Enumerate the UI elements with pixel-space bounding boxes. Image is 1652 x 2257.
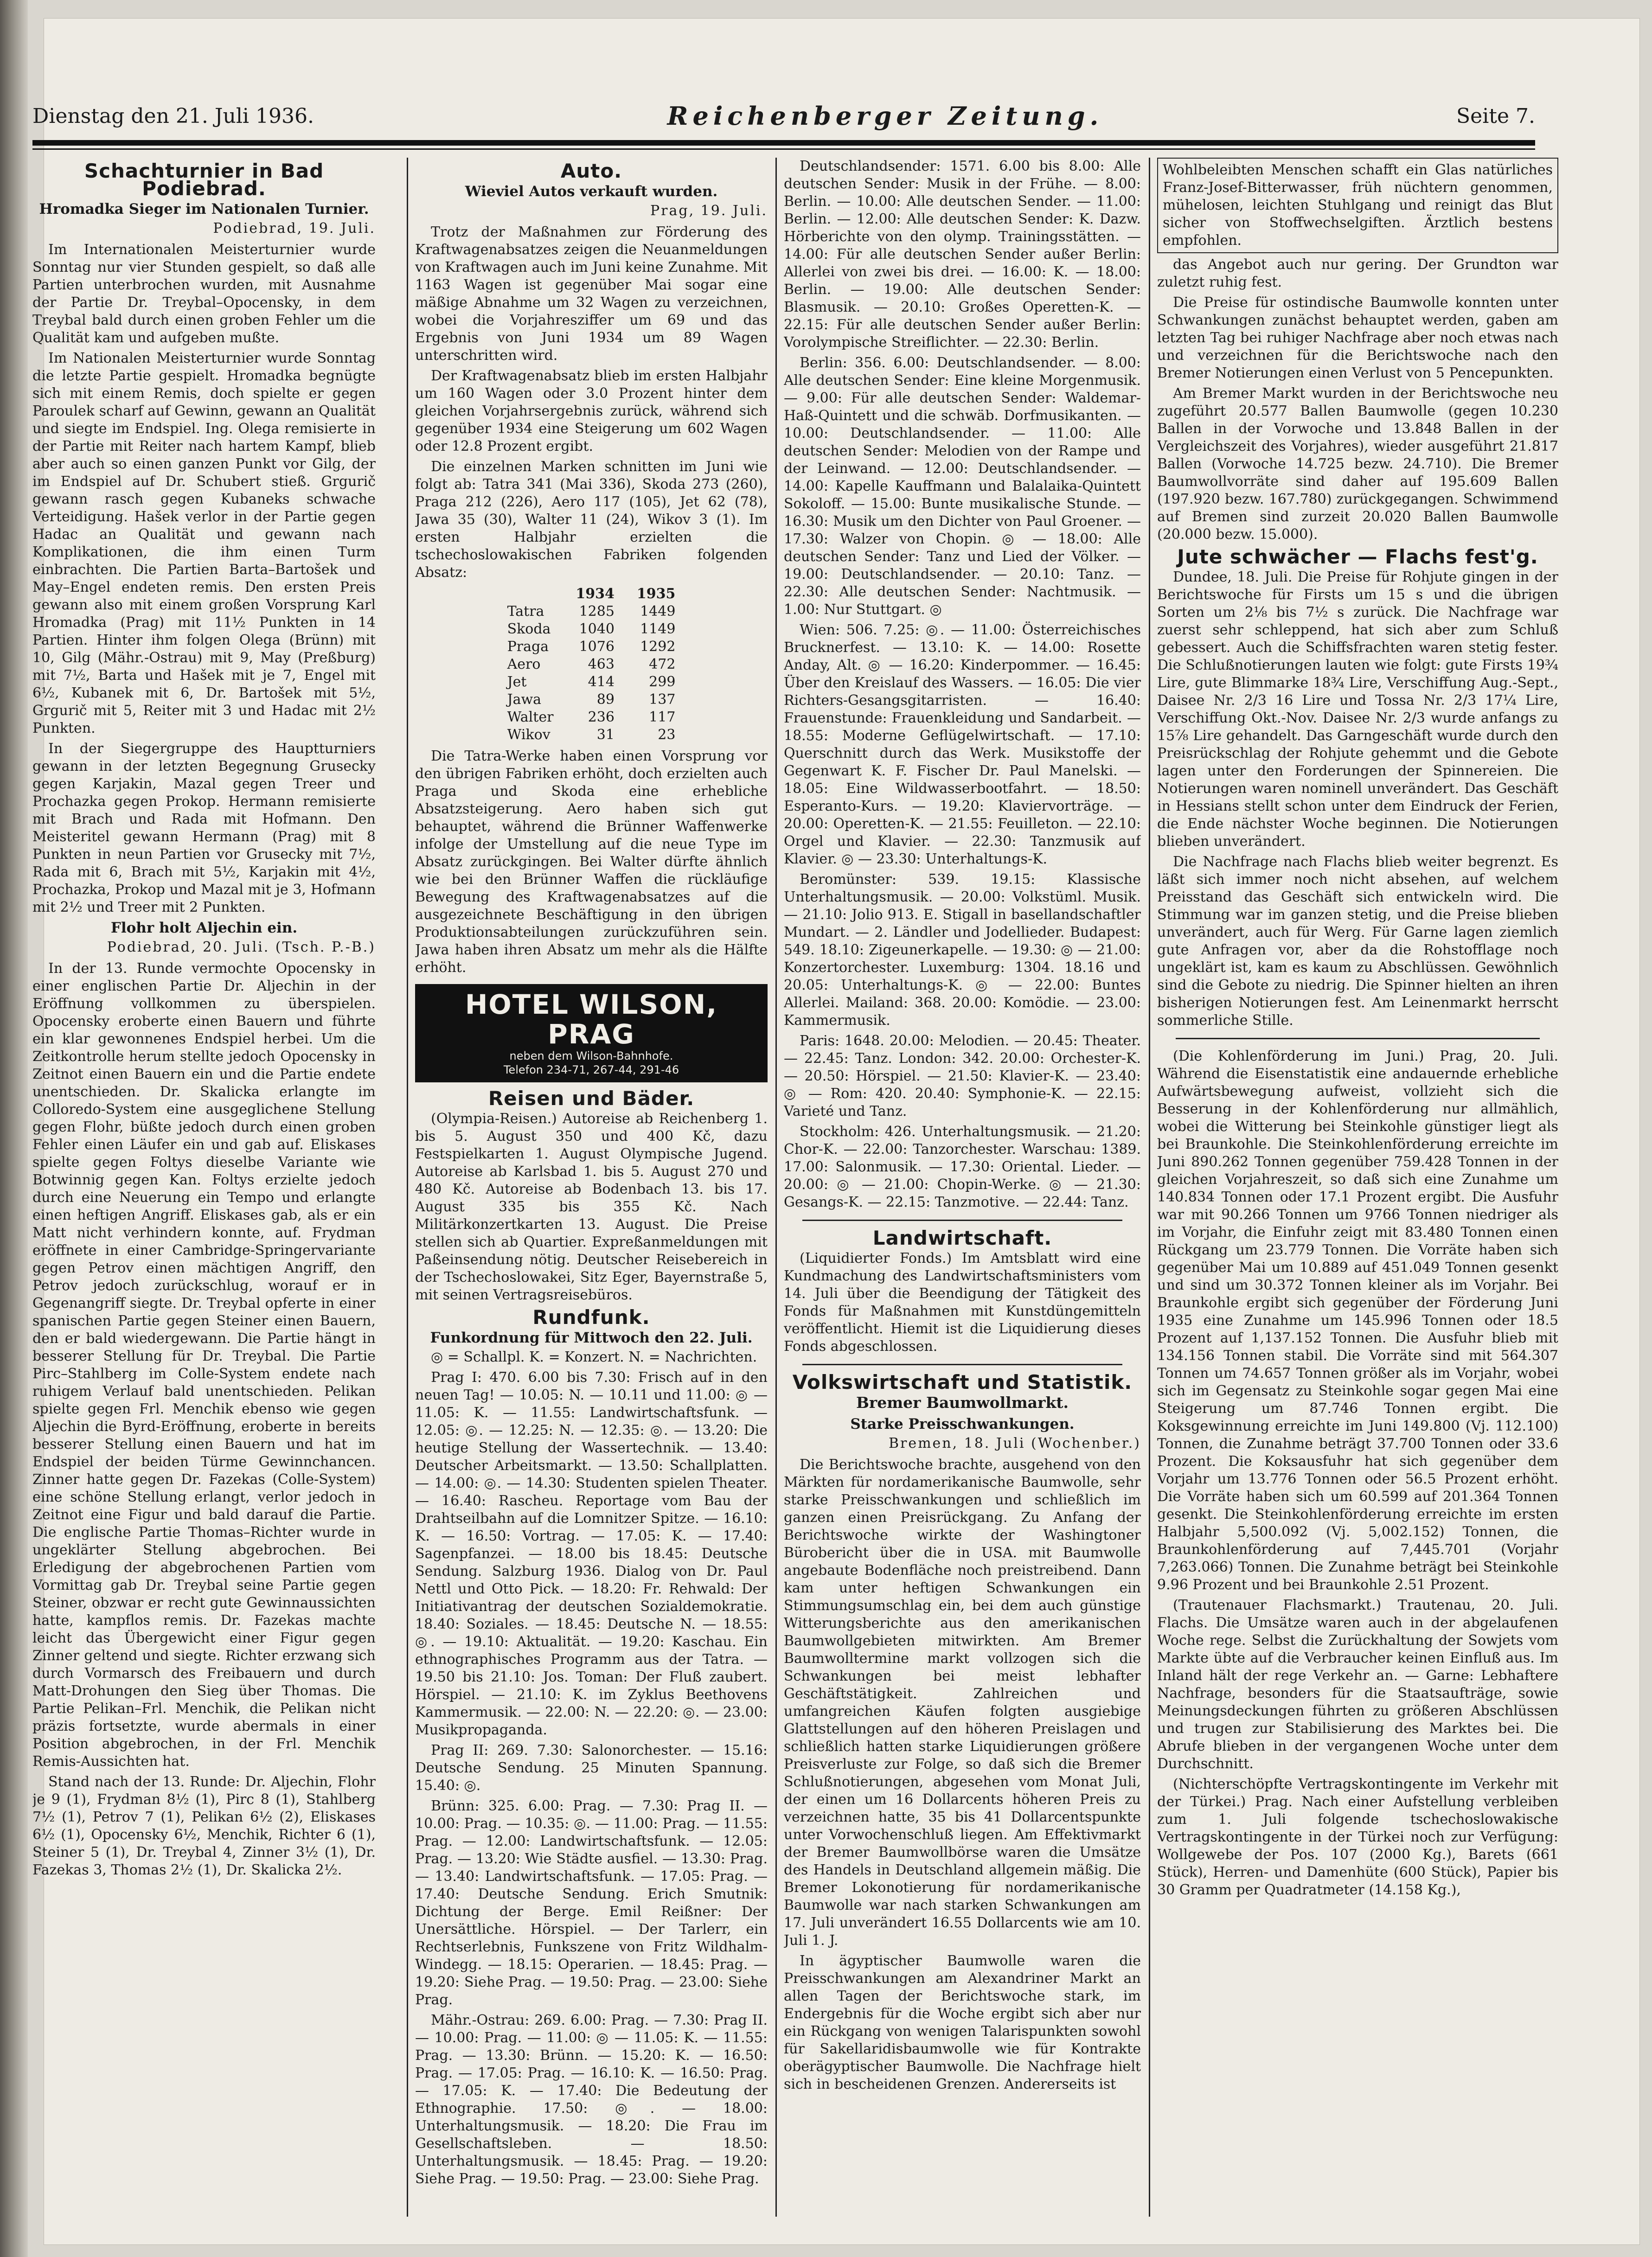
header-page-number: Seite 7. bbox=[1456, 104, 1535, 128]
paragraph: Im Internationalen Meisterturnier wurde Sonntag nur vier Stunden gespielt, so daß alle Partien unterbrochen wurden, mit Ausnahme der Partie Dr. Treybal–Opocensky, in dem Treybal bald durch einen groben Fehler um die Qualität kam und aufgeben mußte. bbox=[32, 242, 376, 346]
book-binding-edge bbox=[0, 0, 28, 2257]
paragraph-standings: Stand nach der 13. Runde: Dr. Aljechin, Flohr je 9 (1), Frydman 8½ (1), Pirc 8 (1), Stahlberg 7½ (1), Petrov 7 (1), Pelikan 6½ (2), Eliskases 6½ (1), Opocensky 6½, Menchik, Richter 6 (1), Steiner 5 (1), Dr. Treybal 4, Zinner 3½ (1), Dr. Fazekas 3, Thomas 2½ (1), Dr. Skalicka 2½. bbox=[32, 1774, 376, 1878]
table-row bbox=[496, 620, 687, 638]
paragraph: Die Berichtswoche brachte, ausgehend von den Märkten für nordamerikanische Baumwolle, sehr starke Preisschwankungen und schließlich im ganzen einen Preisrückgang. Zu Anfang der Berichtswoche wirkte der Washingtoner Bürobericht über die in USA. mit Baumwolle angebaute Bodenfläche noch preistreibend. Dann kam unter heftigen Schwankungen ein Stimmungsumschlag ein, bei dem auch günstige Witterungsberichte aus den amerikanischen Baumwollgebieten mitwirkten. Am Bremer Baumwolltermine markt vollzogen sich die Schwankungen bei meist lebhafter Geschäftstätigkeit. Zahlreichen und umfangreichen Käufen folgten ausgiebige Glattstellungen auf den höheren Preislagen und schließlich hatten starke Liquidierungen größere Preisverluste zur Folge, so daß sich die Bremer Schlußnotierungen, abgesehen vom Monat Juli, der einen um 16 Dollarcents höheren Preis zu verzeichnen hatte, 35 bis 41 Dollarcentspunkte unter Vorwochenschluß liegen. Am Effektivmarkt der Bremer Baumwollbörse waren die Umsätze des Handels in Deutschland allgemein mäßig. Die Bremer Lokonotierung für nordamerikanische Baumwolle war nach starken Schwankungen am 17. Juli unverändert 16.55 Dollarcents wie am 10. Juli 1. J. bbox=[784, 1457, 1141, 1949]
paragraph: In der Siegergruppe des Hauptturniers gewann in der letzten Begegnung Grusecky gegen Karjakin, Mazal gegen Treer und Prochazka gegen Prokop. Hermann remisierte mit Brach und Rada mit Hofmann. Den Meisteritel gewann Hermann (Prag) mit 8 Punkten in neun Partien vor Grusecky mit 7½, Rada mit 6, Brach mit 5½, Karjakin mit 4½, Prochazka, Prokop und Mazal mit je 3, Hofmann mit 2½ und Treer mit 2 Punkten. bbox=[32, 741, 376, 915]
paragraph: (Trautenauer Flachsmarkt.) Trautenau, 20. Juli. Flachs. Die Umsätze waren auch in der abgelaufenen Woche rege. Selbst die Zurückhaltung der Sowjets vom Markte übte auf die Verbraucher keinen Einfluß aus. Im Inland hält der rege Verkehr an. — Garne: Lebhaftere Nachfrage, besonders für die Staatsaufträge, sowie Meinungsdeckungen führten zu größeren Abschlüssen und trugen zur Stabilisierung des Marktes bei. Die Abrufe blieben in der vergangenen Woche unter dem Durchschnitt. bbox=[1157, 1597, 1558, 1772]
article-subheadline: Wieviel Autos verkauft wurden. bbox=[465, 183, 718, 200]
paragraph: (Nichterschöpfte Vertragskontingente im Verkehr mit der Türkei.) Prag. Nach einer Aufstellung verbleiben zum 1. Juli folgende tschechoslowakische Vertragskontingente in der Türkei noch zur Verfügung: Wollgewebe der Pos. 107 (2000 Kg.), Barets (661 Stück), Herren- und Damenhüte (600 Stück), Papier bis 30 Gramm per Quadratmeter (14.158 Kg.), bbox=[1157, 1776, 1558, 1898]
car-sales-table bbox=[496, 585, 687, 744]
paragraph: Die Preise für ostindische Baumwolle konnten unter Schwankungen zunächst behauptet werden, gaben am letzten Tag bei ruhiger Nachfrage aber noch etwas nach und verzeichnen für die Berichtswoche nach den Bremer Notierungen einen Verlust von 5 Pencepunkten. bbox=[1157, 294, 1558, 381]
ad-subline: neben dem Wilson-Bahnhofe. bbox=[509, 1049, 673, 1062]
dateline: Prag, 19. Juli. bbox=[650, 203, 768, 219]
radio-legend: ◎ = Schallpl. K. = Konzert. N. = Nachrichten. bbox=[431, 1349, 757, 1365]
radio-program: Stockholm: 426. Unterhaltungsmusik. — 21.20: Chor-K. — 22.00: Tanzorchester. Warschau: 1389. 17.00: Salonmusik. — 17.30: Oriental. Lieder. — 20.00: ◎ — 21.00: Chopin-Werke. ◎ — 21.30: Gesangs-K. — 22.15: Tanzmotive. — 22.44: Tanz. bbox=[784, 1124, 1141, 1210]
table-cell: 1292 bbox=[640, 639, 676, 655]
section-divider bbox=[802, 1364, 1122, 1365]
table-row bbox=[496, 656, 687, 673]
radio-program: Paris: 1648. 20.00: Melodien. — 20.45: Theater. — 22.45: Tanz. London: 342. 20.00: Orchester-K. — 20.50: Hörspiel. — 21.50: Klavier-K. — 23.40: ◎ — Rom: 420. 20.40: Symphonie-K. — 22.15: Varieté und Tanz. bbox=[784, 1033, 1141, 1119]
paragraph: Im Nationalen Meisterturnier wurde Sonntag die letzte Partie gespielt. Hromadka begnügte sich mit einem Remis, doch spielte er gegen Paroulek scharf auf Gewinn, gewann an Qualität und siegte im Endspiel. Ing. Olega remisierte in der Partie mit Reiter nach hartem Kampf, blieb aber auch so einen ganzen Punkt vor Gilg, der im Endspiel auf Dr. Schubert stieß. Grgurič gewann rasch gegen Kubaneks schwache Verteidigung. Hašek verlor in der Partie gegen Hadac an Qualität und gewann nach Komplikationen, die ihm einen Turm einbrachten. Die Partien Barta–Bartošek und May–Engel endeten remis. Den ersten Preis gewann also mit einem großen Vorsprung Karl Hromadka (Prag) mit 11½ Punkten in 14 Partien. Hinter ihm folgen Olega (Brünn) mit 10, Gilg (Mähr.-Ostrau) mit 9, May (Preßburg) mit 7½, Barta und Hašek mit je 7, Engel mit 6½, Kubanek mit 6, Dr. Bartošek mit 5½, Grgurič mit 5, Reiter mit 3 und Hadac mit 2½ Punkten. bbox=[32, 350, 376, 736]
table-cell: 1149 bbox=[640, 621, 676, 637]
paragraph: Die einzelnen Marken schnitten im Juni wie folgt ab: Tatra 341 (Mai 336), Skoda 273 (260), Praga 212 (226), Aero 117 (105), Jet 62 (78), Jawa 35 (30), Walter 11 (24), Wikov 3 (1). Im ersten Halbjahr erzielten die tschechoslowakischen Fabriken folgenden Absatz: bbox=[415, 459, 768, 581]
radio-program: Brünn: 325. 6.00: Prag. — 7.30: Prag II. — 10.00: Prag. — 10.35: ◎. — 11.00: Prag. — 11.55: Prag. — 12.00: Landwirtschaftsfunk. — 12.05: Prag. — 13.20: Wie Städte ausfiel. — 13.30: Prag. — 13.40: Landwirtschaftsfunk. — 17.05: Prag. — 17.40: Deutsche Sendung. Erich Smutnik: Dichtung der Berge. Emil Reißner: Der Unersättliche. Hörspiel. — Der Tarlerr, ein Rechtserlebnis, Funkszene von Fritz Wildhalm-Windegg. — 18.15: Operarien. — 18.45: Prag. — 19.20: Siehe Prag. — 19.50: Prag. — 23.00: Siehe Prag. bbox=[415, 1798, 768, 2008]
table-row bbox=[496, 709, 687, 726]
radio-program: Deutschlandsender: 1571. 6.00 bis 8.00: Alle deutschen Sender: Musik in der Frühe. — 8.00: Berlin. — 10.00: Alle deutschen Sender. — 11.00: Berlin. — 12.00: Alle deutschen Sender: K. Dazw. Hörberichte von den olymp. Trainingsstätten. — 14.00: Für alle deutschen Sender außer Berlin: Allerlei von zwei bis drei. — 16.00: K. — 18.00: Berlin. — 19.00: Alle deutschen Sender: Blasmusik. — 20.10: Großes Operetten-K. — 22.15: Für alle deutschen Sender außer Berlin: Vorolympische Streiflichter. — 22.30: Berlin. bbox=[784, 158, 1141, 351]
table-cell: Wikov bbox=[507, 727, 551, 743]
article-headline-flohr: Flohr holt Aljechin ein. bbox=[110, 920, 298, 936]
paragraph: Trotz der Maßnahmen zur Förderung des Kraftwagenabsatzes zeigen die Neuanmeldungen von Kraftwagen auch im Juni keine Zunahme. Mit 1163 Wagen ist gegenüber Mai sogar eine mäßige Abnahme um 32 Wagen zu verzeichnen, wobei die Vorjahresziffer um 69 und das Ergebnis von Juni 1934 um 89 Wagen unterschritten wird. bbox=[415, 224, 768, 364]
paragraph: Am Bremer Markt wurden in der Berichtswoche neu zugeführt 20.577 Ballen Baumwolle (gegen 10.230 Ballen in der Vorwoche und 13.848 Ballen in der Vergleichszeit des Vorjahres), wieder ausgeführt 21.817 Ballen (Vorwoche 14.725 bezw. 24.710). Die Bremer Baumwollvorräte sind daher auf 195.609 Ballen (197.920 bezw. 167.780) zurückgegangen. Schwimmend auf Bremen sind zurzeit 20.020 Ballen Baumwolle (20.000 bezw. 15.000). bbox=[1157, 385, 1558, 543]
paragraph: In der 13. Runde vermochte Opocensky in einer englischen Partie Dr. Aljechin in der Eröffnung vollkommen zu überspielen. Opocensky eroberte einen Bauern und führte ein klar gewonnenes Endspiel herbei. Um die Zeitkontrolle herum stellte jedoch Opocensky in Zeitnot einen Bauern ein und die Partie endete unentschieden. Dr. Skalicka erlangte im Colloredo-System eine ausgeglichene Stellung gegen Flohr, büßte jedoch durch einen groben Fehler einen Läufer ein und gab auf. Eliskases spielte gegen Foltys dieselbe Variante wie Botwinnig gegen Kan. Foltys erzielte jedoch durch eine Neuerung ein Tempo und erlangte einen heftigen Angriff. Eliskases gab, als er ein Matt nicht verhindern konnte, auf. Frydman eröffnete in einer Cambridge-Springervariante gegen Petrov einen mächtigen Angriff, den Petrov jedoch zurückschlug, worauf er in Gegenangriff siegte. Dr. Treybal opferte in einer spanischen Partie gegen Steiner einen Bauern, den er bald wiedergewann. Die Partie hängt in besserer Stellung für Dr. Treybal. Die Partie Pirc–Stahlberg im Colle-System endete nach ruhigem Verlauf bald unentschieden. Pelikan spielte gegen Frl. Menchik ebenso wie gegen Aljechin die Byrd-Eröffnung, eroberte in bereits besserer Stellung einen Bauern und hat im Endspiel der beiden Türme Gewinnchancen. Zinner hatte gegen Dr. Fazekas (Colle-System) eine schöne Stellung erlangt, verlor jedoch in Zeitnot eine Figur und bald darauf die Partie. Die englische Partie Thomas–Richter wurde in ungeklärter Stellung abgebrochen. Bei Erledigung der abgebrochenen Partien vom Vormittag gab Dr. Treybal seine Partie gegen Steiner, obzwar er recht gute Gewinnaussichten hatte, kampflos remis. Dr. Fazekas machte leicht das Übergewicht einer Figur gegen Zinner geltend und siegte. Richter erzwang sich durch Vormarsch des Freibauern und durch Matt-Drohungen den Sieg über Thomas. Die Partie Pelikan–Frl. Menchik, die Pelikan nicht präzis fortsetzte, wurde abermals in einer Position abgebrochen, in der Frl. Menchik Remis-Aussichten hat. bbox=[32, 960, 376, 1770]
table-cell: Skoda bbox=[507, 621, 551, 637]
section-divider bbox=[1176, 1038, 1540, 1039]
ad-phone: Telefon 234-71, 267-44, 291-46 bbox=[503, 1063, 679, 1076]
column-3 bbox=[784, 158, 1141, 2217]
table-cell: 414 bbox=[588, 674, 615, 690]
radio-program: Prag II: 269. 7.30: Salonorchester. — 15.16: Deutsche Sendung. 25 Minuten Spannung. 15.40: ◎. bbox=[415, 1742, 768, 1794]
radio-program: Wien: 506. 7.25: ◎. — 11.00: Österreichisches Brucknerfest. — 13.10: K. — 14.00: Rosette Anday, Alt. ◎ — 16.20: Kinderpommer. — 16.45: Über den Kreislauf des Wassers. — 16.05: Die vier Richters-Gesangsgitarristen. — 16.40: Frauenstunde: Frauenkleidung und Sandarbeit. — 18.55: Moderne Geflügelwirtschaft. — 17.10: Querschnitt durch das Werk. Musikstoffe der Gegenwart K. F. Fischer Dr. Paul Manelski. — 18.05: Eine Wildwasserbootfahrt. — 18.50: Esperanto-Kurs. — 19.20: Klaviervorträge. — 20.00: Operetten-K. — 21.55: Feuilleton. — 22.10: Orgel und Klavier. — 22.30: Tanzmusik auf Klavier. ◎ — 23.30: Unterhaltungs-K. bbox=[784, 622, 1141, 867]
table-cell: Tatra bbox=[507, 603, 544, 620]
radio-program: Beromünster: 539. 19.15: Klassische Unterhaltungsmusik. — 20.00: Volkstüml. Musik. — 21.10: Jolio 913. E. Stigall in basellandschaftler Mundart. — 2. Ländler und Jodellieder. Budapest: 549. 18.10: Zigeunerkapelle. — 19.30: ◎ — 21.00: Konzertorchester. Luxemburg: 1304. 18.16 und 20.05: Unterhaltungs-K. ◎ — 22.00: Buntes Allerlei. Mailand: 368. 20.00: Komödie. — 23.00: Kammermusik. bbox=[784, 871, 1141, 1029]
paragraph: (Die Kohlenförderung im Juni.) Prag, 20. Juli. Während die Eisenstatistik eine andauernde erhebliche Aufwärtsbewegung aufweist, vollzieht sich die Besserung in der Kohlenförderung nur allmählich, wobei die Witterung bei Steinkohle günstiger liegt als bei Braunkohle. Die Steinkohlenförderung erreichte im Juni 890.262 Tonnen gegenüber 759.428 Tonnen in der gleichen Vorjahreszeit, so daß sich eine Zunahme um 140.834 Tonnen oder 17.1 Prozent ergibt. Die Ausfuhr war mit 90.266 Tonnen um 9766 Tonnen niedriger als im Vorjahr, die Einfuhr zeigt mit 83.480 Tonnen einen Rückgang um 23.779 Tonnen. Die Vorräte haben sich gegenüber Mai um 10.889 auf 451.049 Tonnen gesenkt und sind um 30.372 Tonnen kleiner als im Vorjahr. Bei Braunkohle ergibt sich gegenüber der Förderung Juni 1935 eine Zunahme um 145.996 Tonnen oder 18.5 Prozent auf 1,137.152 Tonnen. Die Ausfuhr blieb mit 134.156 Tonnen stabil. Die Vorräte sind mit 564.307 Tonnen um 74.657 Tonnen größer als im Vorjahr, wobei sich im Gegensatz zu Steinkohle sogar gegen Mai eine Steigerung um 87.746 Tonnen ergibt. Die Koksgewinnung erreichte im Juni 149.800 (Vj. 112.100) Tonnen, die Zunahme beträgt 37.700 Tonnen oder 33.6 Prozent. Die Koksausfuhr hat sich gegenüber dem Vorjahr um 13.776 Tonnen oder 56.5 Prozent erhöht. Die Vorräte haben sich um 60.599 auf 201.364 Tonnen gesenkt. Die Steinkohlenförderung erreichte im ersten Halbjahr 5,500.092 (Vj. 5,002.152) Tonnen, die Braunkohlenförderung auf 7,445.701 (Vorjahr 7,263.066) Tonnen. Die Zunahme beträgt bei Steinkohle 9.96 Prozent und bei Braunkohle 2.51 Prozent. bbox=[1157, 1048, 1558, 1593]
paragraph: Dundee, 18. Juli. Die Preise für Rohjute gingen in der Berichtswoche für Firsts um 15 s und die übrigen Sorten um 2⅛ bis 7½ s zurück. Die Nachfrage war zuerst sehr schleppend, hat sich aber zum Schluß gebessert. Auch die Schiffsfrachten waren stetig fester. Die Schlußnotierungen lauten wie folgt: gute Firsts 19¾ Lire, gute Blimmarke 18¾ Lire, Verschiffung Aug.-Sept., Daisee Nr. 2/3 16 Lire und Tossa Nr. 2/3 17¼ Lire, Verschiffung Okt.-Nov. Daisee Nr. 2/3 wurde anfangs zu 15⅞ Lire gehandelt. Das Garngeschäft wurde durch den Preisrückschlag der Rohjute gehemmt und die Gebote lagen unter den Forderungen der Spinnereien. Die Notierungen waren nominell unverändert. Das Geschäft in Hessians stellt schon unter dem Eindruck der Ferien, die Ende nächster Woche beginnen. Die Notierungen blieben unverändert. bbox=[1157, 569, 1558, 850]
table-cell: Aero bbox=[507, 656, 541, 672]
table-cell: 1040 bbox=[579, 621, 615, 637]
section-headline-economy: Volkswirtschaft und Statistik. bbox=[792, 1371, 1133, 1394]
table-cell: Praga bbox=[507, 639, 549, 655]
dateline: Podiebrad, 19. Juli. bbox=[213, 220, 376, 237]
newspaper-page bbox=[32, 19, 1639, 2244]
table-row bbox=[496, 603, 687, 620]
dateline: Bremen, 18. Juli (Wochenber.) bbox=[888, 1435, 1141, 1451]
article-subheadline: Hromadka Sieger im Nationalen Turnier. bbox=[39, 201, 369, 217]
hotel-wilson-advertisement bbox=[415, 984, 768, 1082]
article-headline-bremen: Bremer Baumwollmarkt. bbox=[856, 1394, 1069, 1412]
table-cell: 1449 bbox=[640, 603, 676, 620]
radio-program: Mähr.-Ostrau: 269. 6.00: Prag. — 7.30: Prag II. — 10.00: Prag. — 11.00: ◎ — 11.05: K. — 11.55: Prag. — 13.30: Brünn. — 15.20: K. — 16.50: Prag. — 17.05: Prag. — 16.10: K. — 16.50: Prag. — 17.05: K. — 17.40: Die Bedeutung der Ethnographie. 17.50: ◎. — 18.00: Unterhaltungsmusik. — 18.20: Die Frau im Gesellschaftsleben. — 18.50: Unterhaltungsmusik. — 18.45: Prag. — 19.20: Siehe Prag. — 19.50: Prag. — 23.00: Siehe Prag. bbox=[415, 2012, 768, 2187]
table-cell: Jawa bbox=[507, 691, 542, 708]
table-cell: 299 bbox=[649, 674, 676, 690]
header-date: Dienstag den 21. Juli 1936. bbox=[32, 104, 314, 128]
paragraph: Die Nachfrage nach Flachs blieb weiter begrenzt. Es läßt sich immer noch nicht absehen, auf welchem Preisstand das Geschäft sich entwickeln wird. Die Stimmung war im ganzen stetig, und die Preise blieben unverändert, auch für Werg. Für Garne lagen ziemlich gute Anfragen vor, aber da die Rohstofflage noch ungeklärt ist, kam es kaum zu Abschlüssen. Gewöhnlich sind die Gebote zu niedrig. Die Spinner hielten an ihren bisherigen Notierungen fest. Am Leinenmarkt herrscht sommerliche Stille. bbox=[1157, 854, 1558, 1029]
column-separator bbox=[1149, 158, 1150, 2217]
table-cell: Jet bbox=[507, 674, 527, 690]
table-cell: 23 bbox=[658, 727, 676, 743]
section-headline-radio: Rundfunk. bbox=[532, 1306, 650, 1329]
table-header-cell: 1934 bbox=[576, 586, 615, 602]
table-cell: 137 bbox=[649, 691, 676, 708]
table-row bbox=[496, 673, 687, 691]
table-header-row bbox=[496, 585, 687, 603]
section-headline-agriculture: Landwirtschaft. bbox=[872, 1227, 1052, 1249]
column-4 bbox=[1157, 158, 1558, 2217]
table-cell: 1076 bbox=[579, 639, 615, 655]
header-title: Reichenberger Zeitung. bbox=[667, 101, 1103, 131]
dateline: Podiebrad, 20. Juli. (Tsch. P.-B.) bbox=[107, 939, 376, 955]
paragraph: das Angebot auch nur gering. Der Grundton war zuletzt ruhig fest. bbox=[1157, 256, 1558, 290]
table-cell: 1285 bbox=[579, 603, 615, 620]
header-rule-thick bbox=[32, 140, 1535, 146]
table-row bbox=[496, 638, 687, 656]
table-row bbox=[496, 726, 687, 744]
paragraph: Der Kraftwagenabsatz blieb im ersten Halbjahr um 160 Wagen oder 3.0 Prozent hinter dem gleichen Vorjahrsergebnis zurück, während sich gegenüber 1934 eine Steigerung um 602 Wagen oder 12.8 Prozent ergibt. bbox=[415, 368, 768, 454]
table-cell: 31 bbox=[596, 727, 615, 743]
ad-headline: HOTEL WILSON, PRAG bbox=[465, 989, 718, 1050]
page-header bbox=[32, 97, 1535, 134]
table-row bbox=[496, 691, 687, 709]
table-cell: 472 bbox=[649, 656, 676, 672]
paragraph: (Liquidierter Fonds.) Im Amtsblatt wird eine Kundmachung des Landwirtschaftsministers vom 14. Juli über die Beendigung der Tätigkeit des Fonds für Maßnahmen mit Kunstdüngemitteln veröffentlicht. Hiemit ist die Liquidierung dieses Fonds abgeschlossen. bbox=[784, 1250, 1141, 1355]
article-subheadline: Starke Preisschwankungen. bbox=[850, 1416, 1075, 1432]
article-subheadline: Funkordnung für Mittwoch den 22. Juli. bbox=[430, 1330, 753, 1346]
paragraph: In ägyptischer Baumwolle waren die Preisschwankungen am Alexandriner Markt an allen Tagen der Berichtswoche stark, im Endergebnis für die Woche ergibt sich aber nur ein Rückgang von wenigen Talarispunkten sowohl für Sakellaridisbaumwolle wie für Kontrakte oberägyptischer Baumwolle. Die Nachfrage hielt sich in bescheidenen Grenzen. Andererseits ist bbox=[784, 1953, 1141, 2092]
article-headline-jute: Jute schwächer — Flachs fest'g. bbox=[1177, 545, 1538, 568]
table-header-cell bbox=[496, 585, 565, 603]
table-cell: Walter bbox=[507, 709, 554, 725]
column-separator bbox=[407, 158, 408, 2217]
section-divider bbox=[802, 1220, 1122, 1221]
radio-program: Prag I: 470. 6.00 bis 7.30: Frisch auf in den neuen Tag! — 10.05: N. — 10.11 und 11.00: ◎ — 11.05: K. — 11.55: Landwirtschaftsfunk. — 12.05: ◎. — 12.25: N. — 12.35: ◎. — 13.20: Die heutige Stellung der Wassertechnik. — 13.40: Deutscher Arbeitsmarkt. — 13.50: Schallplatten. — 14.00: ◎. — 14.30: Studenten spielen Theater. — 16.40: Rascheu. Reportage vom Bau der Drahtseilbahn auf die Lomnitzer Spitze. — 16.10: K. — 16.50: Vortrag. — 17.05: K. — 17.40: Sagenpfanzei. — 18.00 bis 18.45: Deutsche Sendung. Salzburg 1936. Dialog von Dr. Paul Nettl und Otto Pick. — 18.20: Fr. Rehwald: Der Initiativantrag der deutschen Sozialdemokratie. 18.40: Soziales. — 18.45: Deutsche N. — 18.55: ◎. — 19.10: Aktualität. — 19.20: Kaschau. Ein ethnographisches Programm aus der Tatra. — 19.50 bis 21.10: Jos. Toman: Der Fluß zaubert. Hörspiel. — 21.10: K. im Zyklus Beethovens Kammermusik. — 22.00: N. — 22.20: ◎. — 23.00: Musikpropaganda. bbox=[415, 1369, 768, 1738]
bitterwasser-advertisement: Wohlbeleibten Menschen schafft ein Glas natürliches Franz-Josef-Bitterwasser, früh nüchtern genommen, mühelosen, leichten Stuhlgang und reinigt das Blut sicher von Stoffwechselgiften. Ärztlich bestens empfohlen. bbox=[1157, 158, 1558, 253]
section-headline-travel: Reisen und Bäder. bbox=[488, 1087, 695, 1110]
radio-program: Berlin: 356. 6.00: Deutschlandsender. — 8.00: Alle deutschen Sender: Eine kleine Morgenmusik. — 9.00: Für alle deutschen Sender: Waldemar-Haß-Quintett und die schwäb. Dorfmusikanten. — 10.00: Deutschlandsender. — 11.00: Alle deutschen Sender: Melodien von der Rampe und der Leinwand. — 12.00: Deutschlandsender. — 14.00: Kapelle Kauffmann und Balalaika-Quintett Sokoloff. — 15.00: Bunte musikalische Stunde. — 16.30: Musik um den Dichter von Paul Groener. — 17.30: Walzer von Chopin. ◎ — 18.00: Alle deutschen Sender: Tanz und Lied der Völker. — 19.00: Deutschlandsender. — 20.10: Tanz. — 22.30: Alle deutschen Sender: Nachtmusik. — 1.00: Nur Stuttgart. ◎ bbox=[784, 355, 1141, 618]
column-1 bbox=[32, 158, 376, 2217]
section-headline-auto: Auto. bbox=[560, 160, 622, 182]
header-rule-thin bbox=[32, 148, 1535, 150]
article-headline-chess: Schachturnier in Bad Podiebrad. bbox=[84, 160, 324, 200]
column-2 bbox=[415, 158, 768, 2217]
table-cell: 89 bbox=[596, 691, 615, 708]
table-cell: 117 bbox=[649, 709, 676, 725]
paragraph: Die Tatra-Werke haben einen Vorsprung vor den übrigen Fabriken erhöht, doch erzielten auch Praga und Skoda eine erhebliche Absatzsteigerung. Aero haben sich gut behauptet, während die Brünner Waffenwerke infolge der Umstellung auf die neue Type im Absatz zurückgingen. Bei Walter dürfte ähnlich wie bei den Brünner Waffen die rückläufige Bewegung des Kraftwagenabsatzes auf die ausgezeichnete Beschäftigung in den übrigen Produktionsabteilungen zurückzuführen sein. Jawa haben ihren Absatz um mehr als die Hälfte erhöht. bbox=[415, 748, 768, 976]
table-cell: 236 bbox=[588, 709, 615, 725]
paragraph: (Olympia-Reisen.) Autoreise ab Reichenberg 1. bis 5. August 350 und 400 Kč, dazu Festspielkarten 1. August Olympische Jugend. Autoreise ab Karlsbad 1. bis 5. August 270 und 480 Kč. Autoreise ab Bodenbach 13. bis 17. August 335 bis 355 Kč. Nach Militärkonzertkarten 13. August. Die Preise stellen sich ab Quartier. Expreßanmeldungen mit Paßeinsendung nötig. Deutscher Reisebereich in der Tschechoslowakei, Sitz Eger, Bayernstraße 5, mit seinen Vertragsreisebüros. bbox=[415, 1111, 768, 1303]
column-separator bbox=[775, 158, 777, 2217]
table-header-cell: 1935 bbox=[636, 586, 676, 602]
table-cell: 463 bbox=[588, 656, 615, 672]
